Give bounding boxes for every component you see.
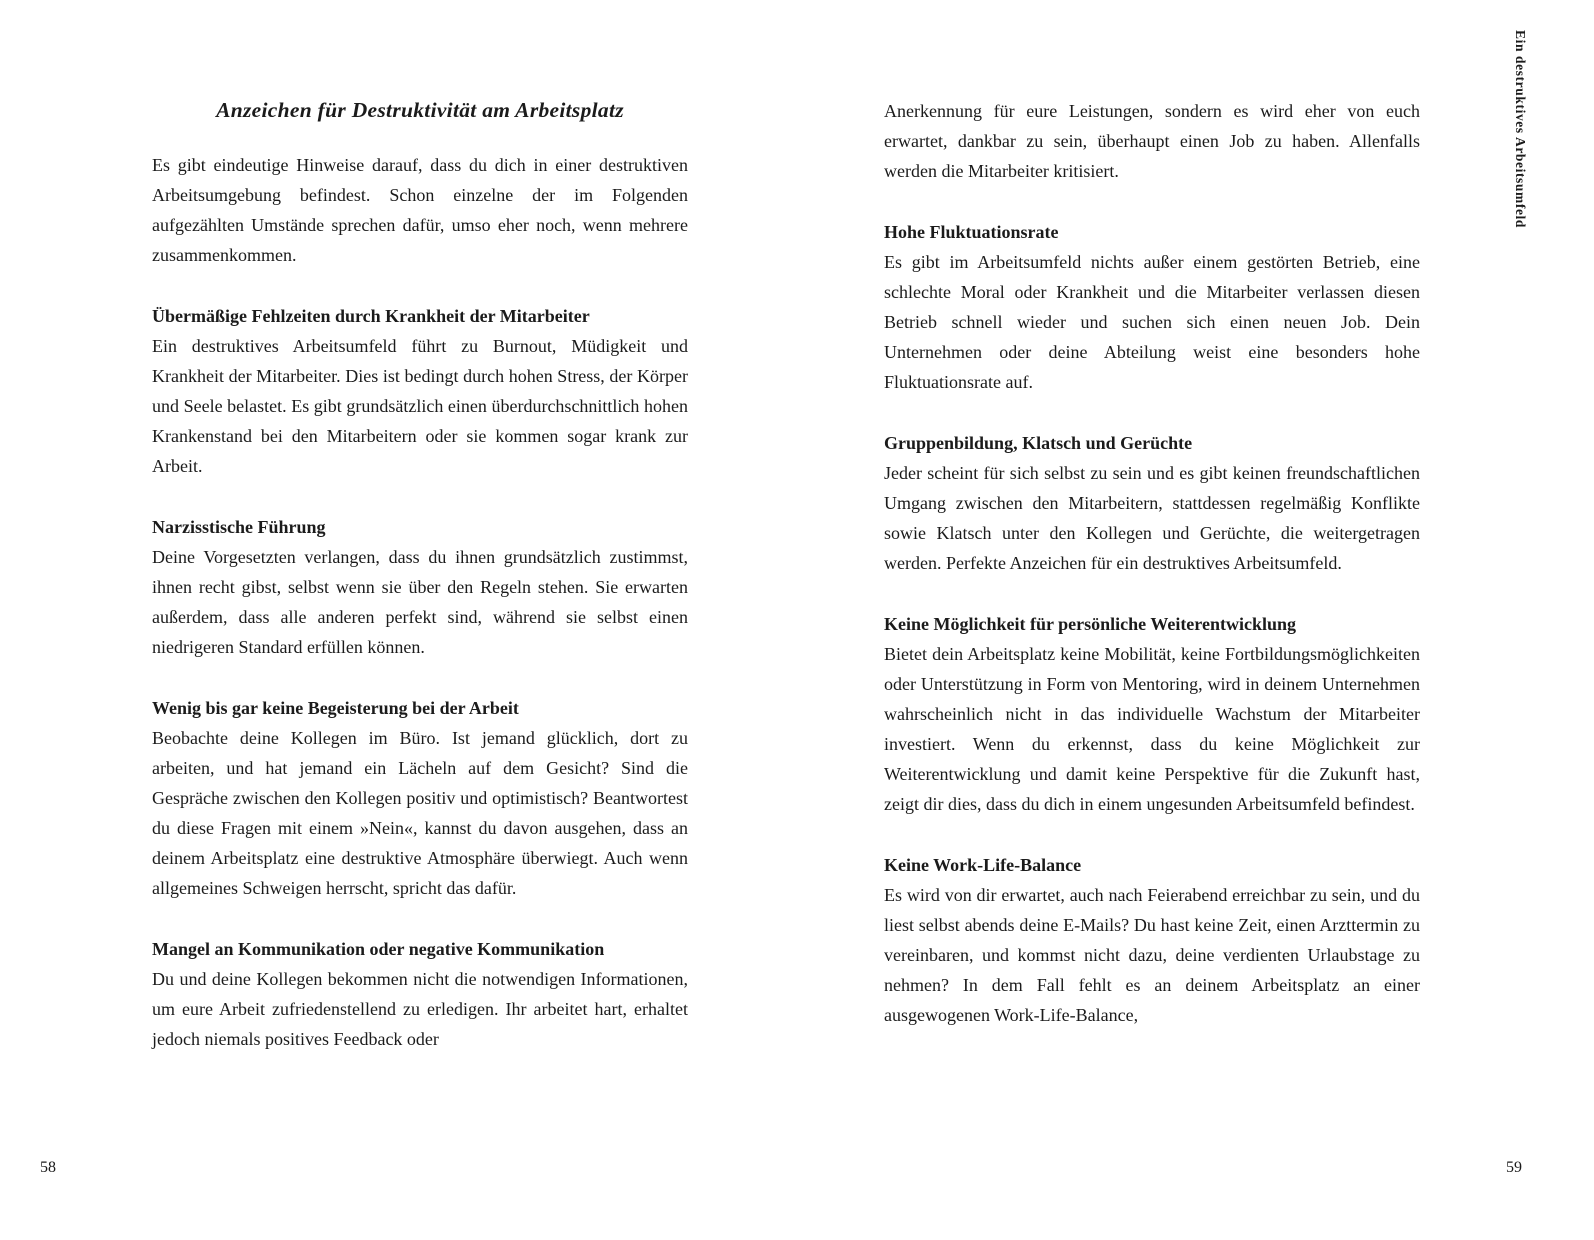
section-heading-fehlzeiten: Übermäßige Fehlzeiten durch Krankheit der Mitarbeiter xyxy=(152,306,590,326)
section-paragraph: Du und deine Kollegen bekommen nicht die notwendigen Informationen, um eure Arbeit zufriedenstellend zu erledigen. Ihr arbeitet hart, erhaltet jedoch niemals positives Feedback oder xyxy=(152,969,688,1049)
page-left-column xyxy=(152,96,688,1054)
page-right-column xyxy=(884,96,1420,1030)
section-heading-begeisterung: Wenig bis gar keine Begeisterung bei der Arbeit xyxy=(152,698,519,718)
page-number-right: 59 xyxy=(1506,1159,1522,1176)
section-heading-work-life-balance: Keine Work-Life-Balance xyxy=(884,855,1082,875)
chapter-title: Anzeichen für Destruktivität am Arbeitsplatz xyxy=(216,98,624,122)
running-header-vertical: Ein destruktives Arbeitsumfeld xyxy=(1513,30,1528,229)
section-heading-weiterentwicklung: Keine Möglichkeit für persönliche Weiterentwicklung xyxy=(884,614,1296,634)
continuation-paragraph: Anerkennung für eure Leistungen, sondern es wird eher von euch erwartet, dankbar zu sein, überhaupt einen Job zu haben. Allenfalls werden die Mitarbeiter kritisiert. xyxy=(884,101,1420,181)
section-heading-narzisstische-fuehrung: Narzisstische Führung xyxy=(152,517,326,537)
section-paragraph: Deine Vorgesetzten verlangen, dass du ihnen grundsätzlich zustimmst, ihnen recht gibst, selbst wenn sie über den Regeln stehen. Sie erwarten außerdem, dass alle anderen perfekt sind, während sie selbst einen niedrigeren Standard erfüllen können. xyxy=(152,547,688,657)
section-paragraph: Jeder scheint für sich selbst zu sein und es gibt keinen freundschaftlichen Umgang zwischen den Mitarbeitern, stattdessen regelmäßig Konflikte sowie Klatsch unter den Kollegen und Gerüchte, die weitergetragen werden. Perfekte Anzeichen für ein destruktives Arbeitsumfeld. xyxy=(884,463,1420,573)
section-paragraph: Bietet dein Arbeitsplatz keine Mobilität, keine Fortbildungsmöglichkeiten oder Unterstützung in Form von Mentoring, wird in deinem Unternehmen wahrscheinlich nicht in das individuelle Wachstum der Mitarbeiter investiert. Wenn du erkennst, dass du keine Möglichkeit zur Weiterentwicklung und damit keine Perspektive für die Zukunft hast, zeigt dir dies, dass du dich in einem ungesunden Arbeitsumfeld befindest. xyxy=(884,644,1420,814)
section-paragraph: Ein destruktives Arbeitsumfeld führt zu Burnout, Müdigkeit und Krankheit der Mitarbeiter. Dies ist bedingt durch hohen Stress, der Körper und Seele belastet. Es gibt grundsätzlich einen überdurchschnittlich hohen Krankenstand bei den Mitarbeitern oder sie kommen sogar krank zur Arbeit. xyxy=(152,336,688,476)
intro-paragraph: Es gibt eindeutige Hinweise darauf, dass du dich in einer destruktiven Arbeitsumgebung befindest. Schon einzelne der im Folgenden aufgezählten Umstände sprechen dafür, umso eher noch, wenn mehrere zusammenkommen. xyxy=(152,155,688,265)
section-heading-kommunikation: Mangel an Kommunikation oder negative Kommunikation xyxy=(152,939,605,959)
page-number-left: 58 xyxy=(40,1159,56,1176)
section-paragraph: Beobachte deine Kollegen im Büro. Ist jemand glücklich, dort zu arbeiten, und hat jemand ein Lächeln auf dem Gesicht? Sind die Gespräche zwischen den Kollegen positiv und optimistisch? Beantwortest du diese Fragen mit einem »Nein«, kannst du davon ausgehen, dass an deinem Arbeitsplatz eine destruktive Atmosphäre überwiegt. Auch wenn allgemeines Schweigen herrscht, spricht das dafür. xyxy=(152,728,688,898)
section-paragraph: Es wird von dir erwartet, auch nach Feierabend erreichbar zu sein, und du liest selbst abends deine E-Mails? Du hast keine Zeit, einen Arzttermin zu vereinbaren, und kommst nicht dazu, deine verdienten Urlaubstage zu nehmen? In dem Fall fehlt es an deinem Arbeitsplatz an einer ausgewogenen Work-Life-Balance, xyxy=(884,885,1420,1025)
section-heading-fluktuationsrate: Hohe Fluktuationsrate xyxy=(884,222,1059,242)
section-paragraph: Es gibt im Arbeitsumfeld nichts außer einem gestörten Betrieb, eine schlechte Moral oder Krankheit und die Mitarbeiter verlassen diesen Betrieb schnell wieder und suchen sich einen neuen Job. Dein Unternehmen oder deine Abteilung weist eine besonders hohe Fluktuationsrate auf. xyxy=(884,252,1420,392)
section-heading-gruppenbildung: Gruppenbildung, Klatsch und Gerüchte xyxy=(884,433,1193,453)
